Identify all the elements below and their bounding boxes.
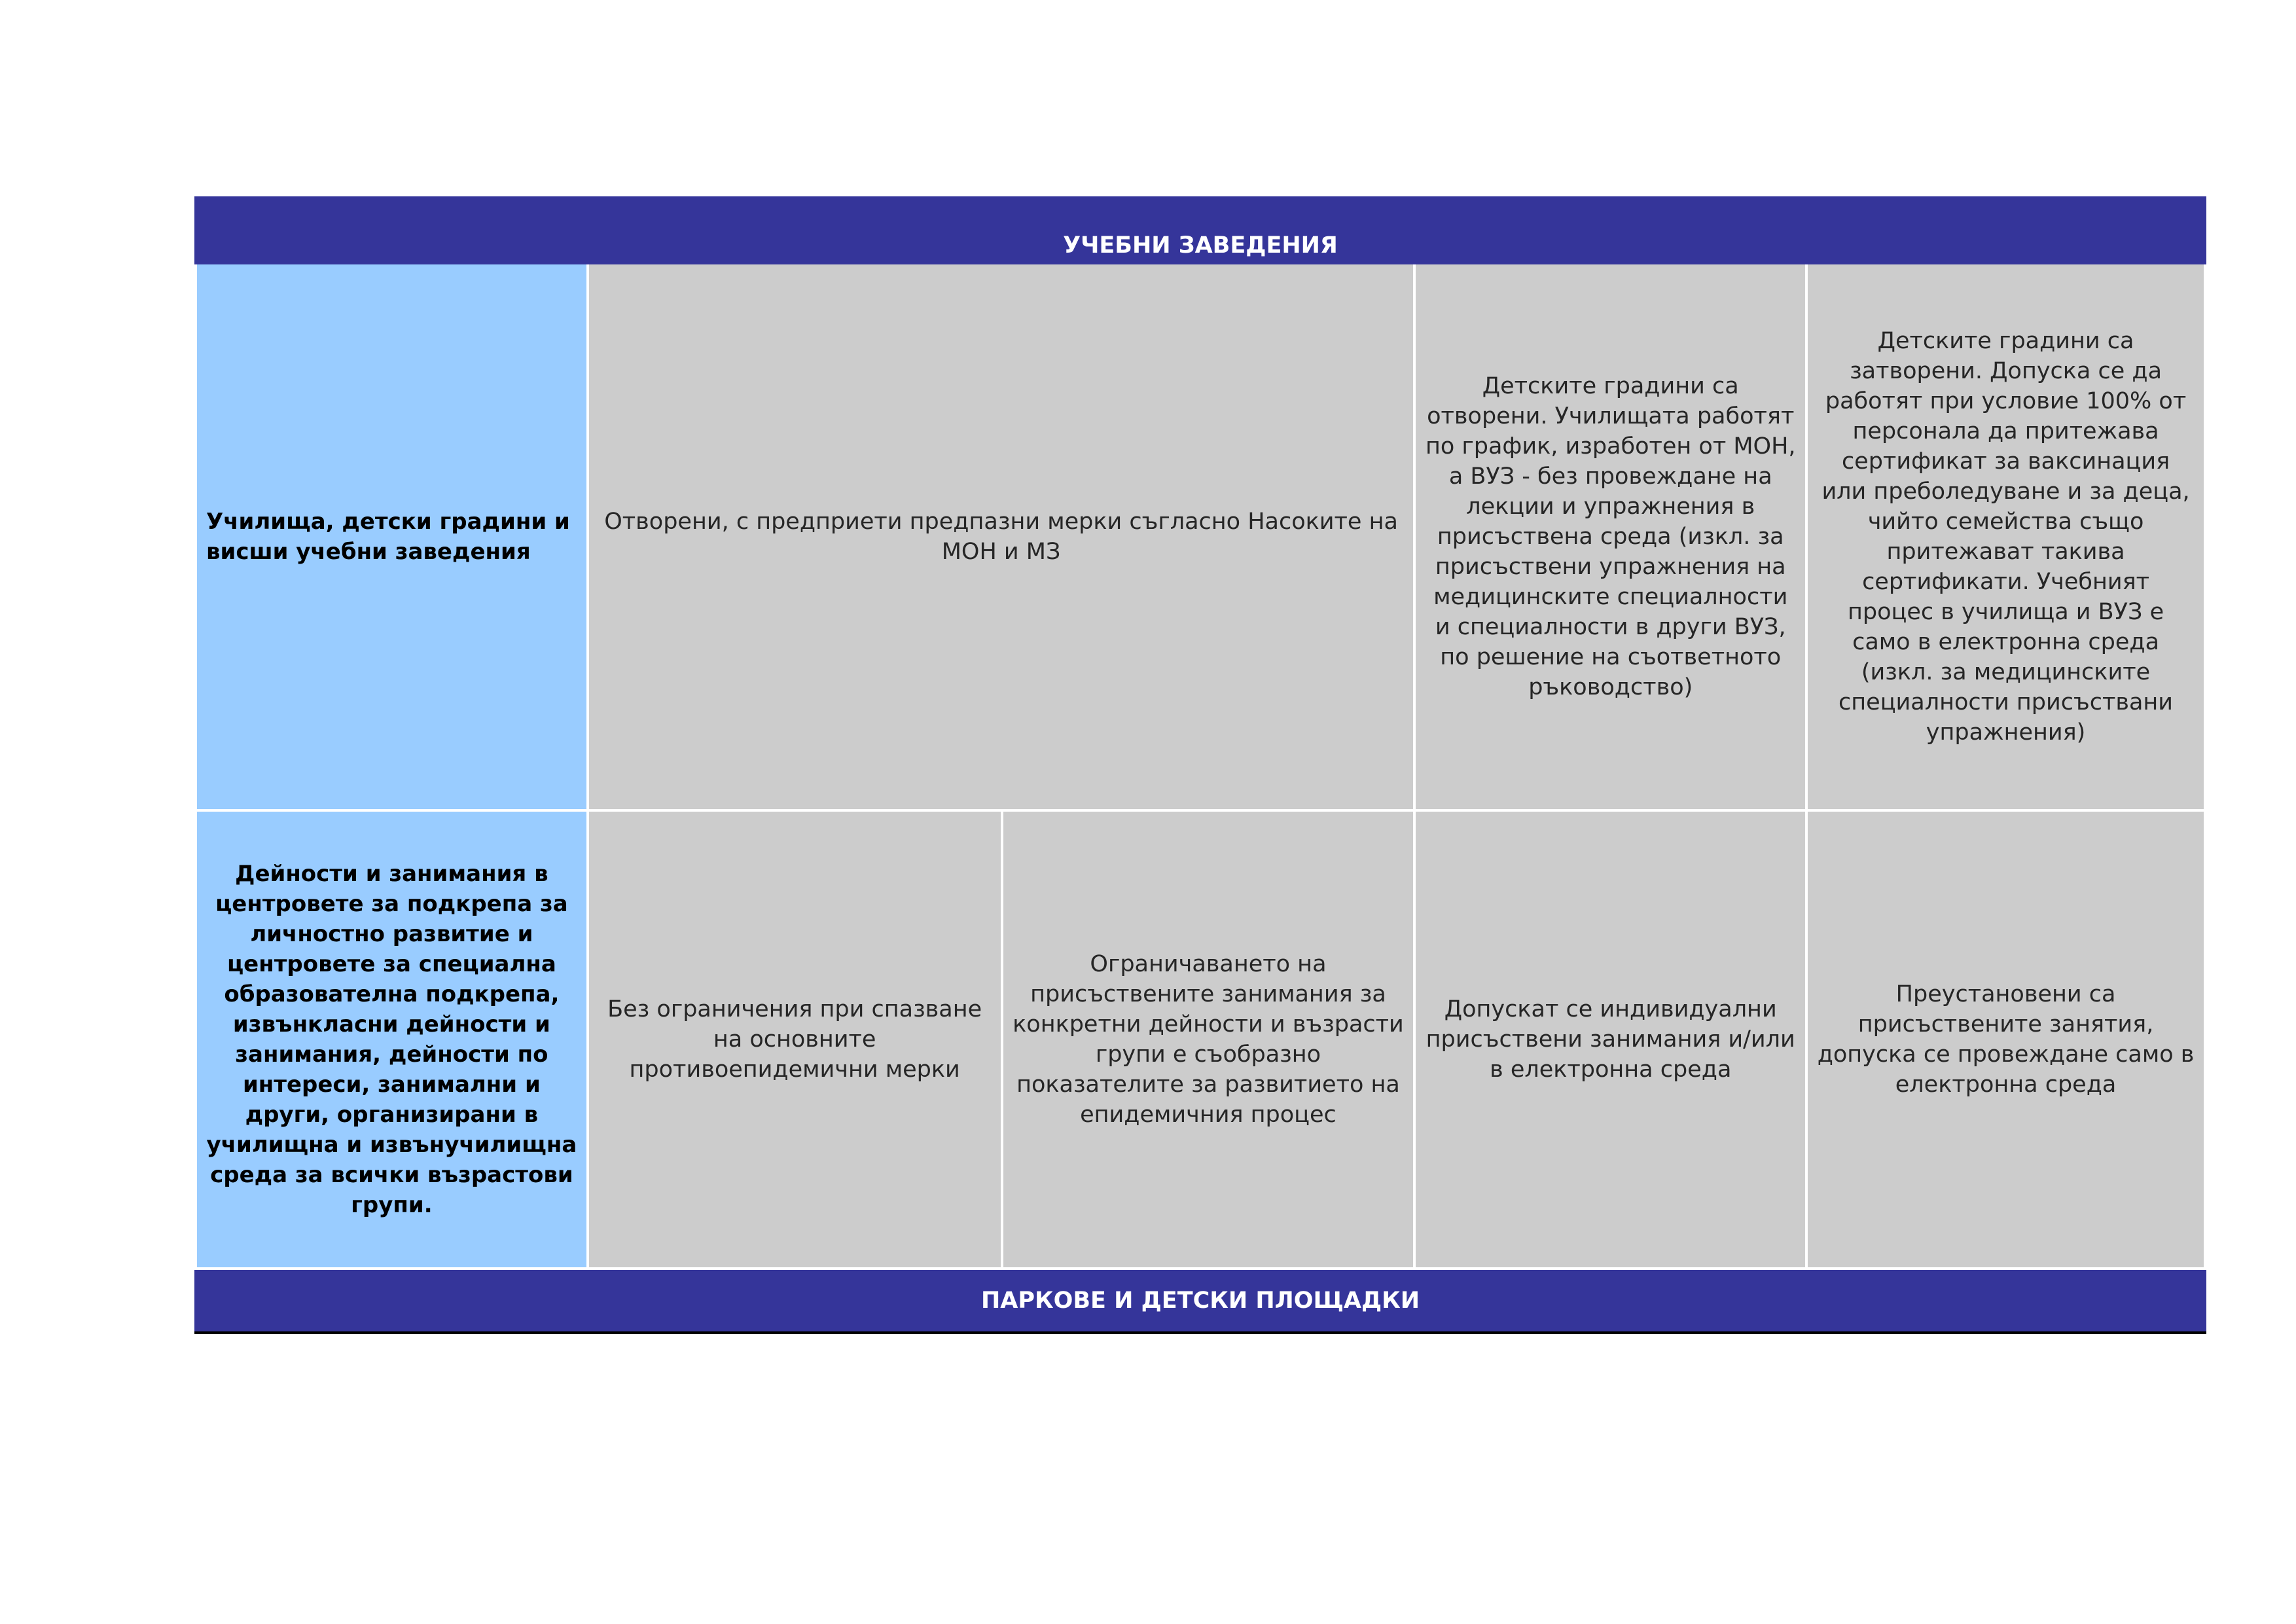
cell-activities-level-2: Ограничаването на присъствените занимания за конкретни дейности и възрасти групи е съобразно показателите за развитието на епидемичния процес [1002, 810, 1415, 1269]
section-header-row [196, 198, 2205, 263]
measures-table [194, 196, 2206, 1334]
section-header-educational-institutions: УЧЕБНИ ЗАВЕДЕНИЯ [196, 198, 2205, 263]
row-label-activities: Дейности и занимания в центровете за подкрепа за личностно развитие и центровете за специална образователна подкрепа, извънкласни дейности и занимания, дейности по интереси, занимални и други, организирани в училищна и извънучилищна среда за всички възрастови групи. [196, 810, 588, 1269]
cell-activities-level-1: Без ограничения при спазване на основните противоепидемични мерки [588, 810, 1002, 1269]
table-row [196, 810, 2205, 1269]
next-section-header-row [196, 1269, 2205, 1333]
cell-schools-level-4: Детските градини са затворени. Допуска се да работят при условие 100% от персонала да притежава сертификат за ваксинация или преболедуване и за деца, чийто семейства също притежават такива сертификати. Учебният процес в училища и ВУЗ е само в електронна среда (изкл. за медицинските специалности присъствани упражнения) [1806, 263, 2205, 810]
row-label-schools: Училища, детски градини и висши учебни заведения [196, 263, 588, 810]
cell-activities-level-4: Преустановени са присъствените занятия, допуска се провеждане само в електронна среда [1806, 810, 2205, 1269]
table-row [196, 263, 2205, 810]
section-header-parks-playgrounds: ПАРКОВЕ И ДЕТСКИ ПЛОЩАДКИ [196, 1269, 2205, 1333]
cell-activities-level-3: Допускат се индивидуални присъствени занимания и/или в електронна среда [1414, 810, 1806, 1269]
cell-schools-level-3: Детските градини са отворени. Училищата работят по график, изработен от МОН, а ВУЗ - без провеждане на лекции и упражнения в присъствена среда (изкл. за присъствени упражнения на медицинските специалности и специалности в други ВУЗ, по решение на съответното ръководство) [1414, 263, 1806, 810]
cell-schools-level-1: Отворени, с предприети предпазни мерки съгласно Насоките на МОН и МЗ [588, 263, 1415, 810]
